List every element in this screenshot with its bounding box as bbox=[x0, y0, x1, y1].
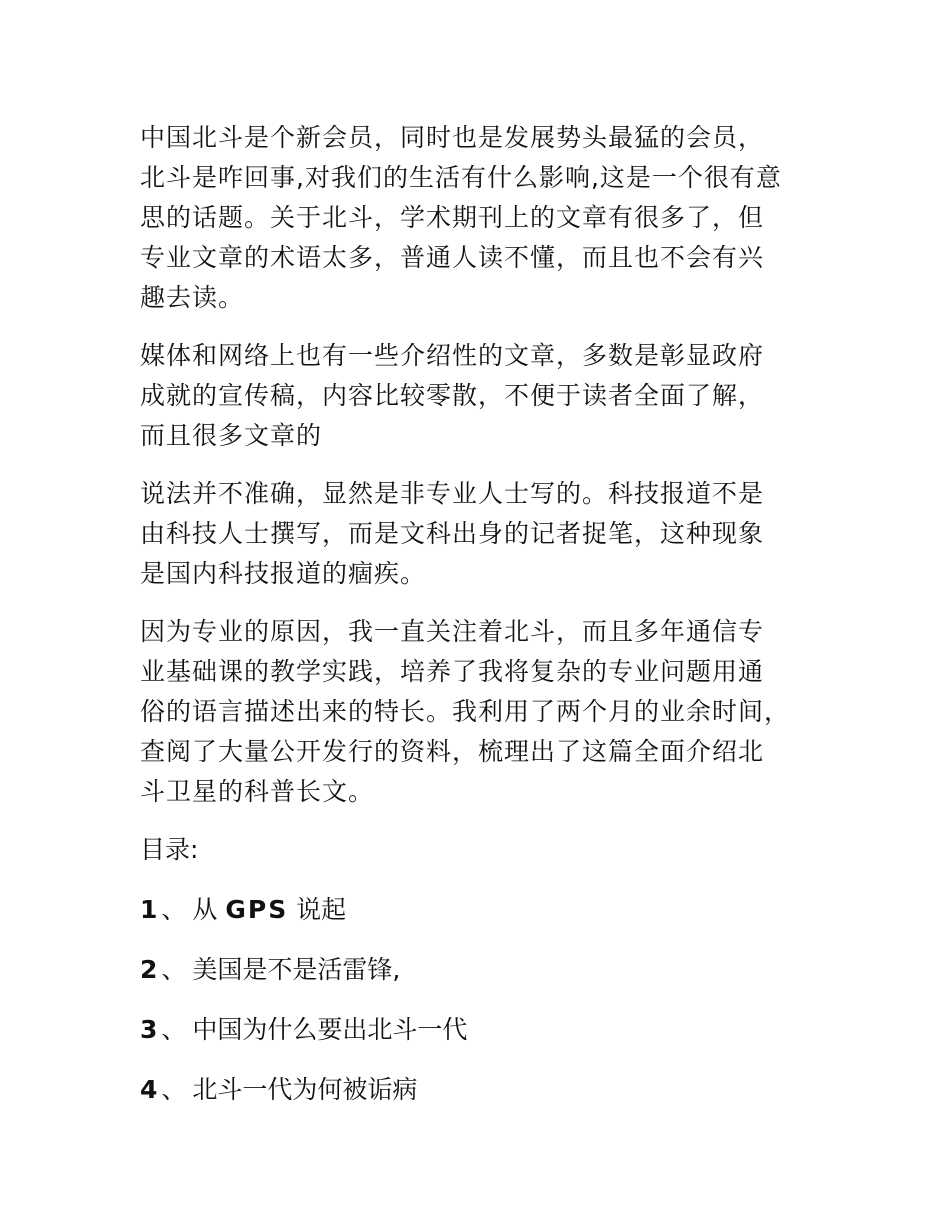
toc-item-number: 1 bbox=[140, 895, 158, 924]
text-line: 查阅了大量公开发行的资料，梳理出了这篇全面介绍北 bbox=[140, 737, 765, 766]
text-line: 思的话题。关于北斗，学术期刊上的文章有很多了，但 bbox=[140, 203, 765, 232]
text-line: 是国内科技报道的痼疾。 bbox=[140, 559, 427, 588]
text-line: 中国北斗是个新会员，同时也是发展势头最猛的会员， bbox=[140, 123, 765, 152]
paragraph-accuracy bbox=[140, 474, 820, 594]
toc-item-3 bbox=[140, 1010, 820, 1050]
text-line: 说法并不准确，显然是非专业人士写的。科技报道不是 bbox=[140, 479, 765, 508]
toc-item-prefix: 从 bbox=[192, 895, 226, 924]
toc-item-separator: 、 bbox=[161, 895, 187, 924]
text-line: 北斗是咋回事,对我们的生活有什么影响,这是一个很有意 bbox=[140, 163, 782, 192]
text-line: 趣去读。 bbox=[140, 283, 245, 312]
toc-item-bold-term: GPS bbox=[225, 895, 289, 924]
toc-item-prefix: 中国为什么要出北斗一代 bbox=[192, 1015, 468, 1044]
paragraph-media bbox=[140, 336, 820, 456]
toc-item-separator: 、 bbox=[161, 1075, 187, 1104]
paragraph-author bbox=[140, 612, 820, 812]
toc-item-number: 4 bbox=[140, 1075, 158, 1104]
toc-item-1 bbox=[140, 890, 820, 930]
toc-item-suffix: 说起 bbox=[288, 895, 347, 924]
text-line: 俗的语言描述出来的特长。我利用了两个月的业余时间， bbox=[140, 697, 791, 726]
paragraph-intro bbox=[140, 118, 820, 318]
toc-item-number: 3 bbox=[140, 1015, 158, 1044]
toc-item-2 bbox=[140, 950, 820, 990]
text-line: 而且很多文章的 bbox=[140, 421, 323, 450]
document-page bbox=[140, 118, 820, 1130]
text-line: 因为专业的原因，我一直关注着北斗，而且多年通信专 bbox=[140, 617, 765, 646]
text-line: 成就的宣传稿，内容比较零散，不便于读者全面了解， bbox=[140, 381, 765, 410]
text-line: 由科技人士撰写，而是文科出身的记者捉笔，这种现象 bbox=[140, 519, 765, 548]
toc-heading: 目录: bbox=[140, 835, 199, 864]
toc-item-separator: 、 bbox=[161, 955, 187, 984]
toc-item-prefix: 北斗一代为何被诟病 bbox=[192, 1075, 418, 1104]
toc-item-prefix: 美国是不是活雷锋, bbox=[192, 955, 401, 984]
text-line: 斗卫星的科普长文。 bbox=[140, 777, 375, 806]
toc-item-separator: 、 bbox=[161, 1015, 187, 1044]
text-line: 业基础课的教学实践，培养了我将复杂的专业问题用通 bbox=[140, 657, 765, 686]
text-line: 媒体和网络上也有一些介绍性的文章，多数是彰显政府 bbox=[140, 341, 765, 370]
text-line: 专业文章的术语太多，普通人读不懂，而且也不会有兴 bbox=[140, 243, 765, 272]
toc-item-number: 2 bbox=[140, 955, 158, 984]
toc-item-4 bbox=[140, 1070, 820, 1110]
